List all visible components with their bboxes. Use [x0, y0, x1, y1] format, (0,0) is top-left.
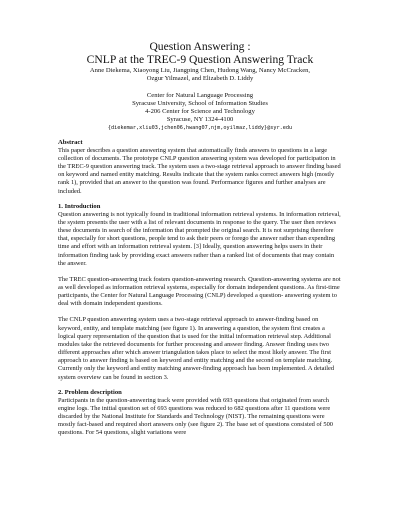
paragraph-gap — [58, 268, 342, 276]
paragraph: The TREC question-answering track fosters question-answering research. Question-answering systems are not as well developed as information retrieval systems, especially for domain independent questions. As first-time participants, the Center for Natural Language Processing (CNLP) developed a question- answering system to deal with domain independent questions. — [58, 275, 341, 308]
author-list — [58, 67, 342, 84]
affiliation-line: Syracuse, NY 1324-4100 — [166, 116, 234, 124]
paragraph-gap — [58, 308, 342, 316]
section-heading-introduction: 1. Introduction — [58, 202, 101, 210]
paragraph: The CNLP question answering system uses a two-stage retrieval approach to answer-finding based on keyword, entity, and template matching (see figure 1). In answering a question, the system first creates a logical query representation of the question that is used for the initial information retrieval step. Additional modules take the retrieved documents for further processing and answer finding. Answer finding uses two different approaches after which answer triangulation takes place to select the most likely answer. The first approach to answer finding is based on keyword and entity matching and the second on template matching. Currently only the keyword and entity matching answer-finding approach has been implemented. A detailed system overview can be found in section 3. — [58, 316, 335, 381]
affiliation-line: 4-206 Center for Science and Technology — [145, 108, 255, 116]
abstract-heading: Abstract — [58, 138, 83, 146]
authors-line-2: Ozgur Yilmazel, and Elizabeth D. Liddy — [146, 75, 254, 83]
title-line-1: Question Answering : — [149, 40, 251, 53]
affiliation — [58, 92, 342, 125]
section-heading-problem-description: 2. Problem description — [58, 388, 122, 396]
affiliation-line: Center for Natural Language Processing — [146, 91, 254, 99]
affiliation-line: Syracuse University, School of Information Studies — [132, 99, 268, 107]
authors-line-1: Anne Diekema, Xiaoyong Liu, Jiangping Chen, Hudong Wang, Nancy McCracken, — [89, 67, 311, 74]
title-line-2: CNLP at the TREC-9 Question Answering Track — [86, 53, 314, 66]
paragraph: Participants in the question-answering track were provided with 693 questions that originated from search engine logs. The initial question set of 693 questions was reduced to 682 questions after 11 questions were discarded by the National Institute for Standards and Technology (NIST). The remaining questions were mostly fact-based and required short answers only (see figure 2). The base set of questions consisted of 500 questions. For 54 questions, slight variations were — [58, 396, 333, 437]
paragraph: Question answering is not typically found in traditional information retrieval systems. In information retrieval, the system presents the user with a list of relevant documents in response to the query. The user then reviews these documents in search of the information that prompted the original search. It is not surprising therefore that, especially for short questions, people tend to ask their peers or forego the answer rather than expending time and effort with an information retrieval system. [3] Ideally, question answering helps users in their information finding task by providing exact answers rather than a ranked list of documents that may contain the answer. — [58, 210, 341, 267]
paper-title — [58, 40, 342, 66]
author-emails: {diekemar,xliu03,jchen06,hwang07,njm,oyilmaz,liddy}@syr.edu — [107, 124, 293, 131]
abstract-text: This paper describes a question answering system that automatically finds answers to questions in a large collection of documents. The prototype CNLP question answering system was developed for participation in the TREC-9 question answering track. The system uses a two-stage retrieval approach to answer finding based on keyword and named entity matching. Results indicate that the system ranks correct answers high (mostly rank 1), provided that an answer to the question was found. Performance figures and further analyses are included. — [58, 146, 341, 195]
